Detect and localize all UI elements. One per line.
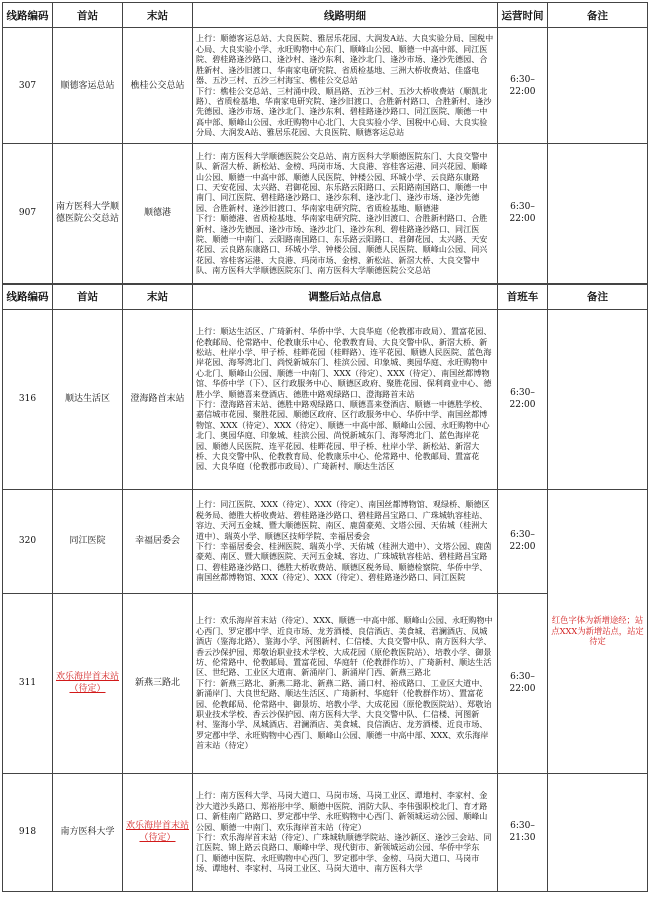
route-up: 上行：同江医院、XXX（待定）、XXX（待定）、南国丝都博物馆、观绿桥、顺德区税务局、德胜大桥收费站、碧桂路逢沙路口、碧桂路昌宝路口、广珠城轨容桂站、容边、天河五金城、暨大顺德医院、南区、鹿茵豪苑、文塔公园、天佑城（桂洲大道中）、瑞英小学、顺德区技师学院、幸福居委会 [196,499,490,541]
route-detail [193,773,498,891]
route-time: 6:30–22:00 [498,28,548,144]
route-end: 樵桂公交总站 [123,28,193,144]
route-start: 南方医科大学 [53,773,123,891]
table2-header-row [3,284,648,310]
route-note [548,28,648,144]
route-up: 上行：顺德客运总站、大良医院、雅居乐花园、大润发A站、大良实验分局、国税中心局、大良实验小学、永旺购物中心东门、顺峰山公园、顺德一中高中部、同江医院、碧桂路逢沙路口、逢沙村、逢沙东利、逢沙北门、逢沙市场、逢沙先德园、合胜新村、逢沙旧渡口、华南家电研究院、省质检基地、三洲大桥收费站、佳盛电器、五沙三村、五沙三村海宝、樵桂公交总站 [196,33,494,86]
route-time: 6:30–22:00 [498,309,548,489]
route-end: 幸福居委会 [123,489,193,593]
route-end: 顺德港 [123,144,193,284]
route-end: 新燕三路北 [123,593,193,773]
route-start: 同江医院 [53,489,123,593]
route-up: 上行：南方医科大学顺德医院公交总站、南方医科大学顺德医院东门、大良交警中队、新滘大桥、新松站、金榜、玛岗市场、大良港、容桂客运港、同兴花园、顺峰山公园、顺德一中高中部、顺德人民医院、钟楼公园、环城小学、云良路东康路口、天安花园、太兴路、君御花园、东乐路云阳路口、云阳路南国路口、顺德一中南门、同江医院、碧桂路逢沙路口、逢沙东利、逢沙北门、逢沙市场、逢沙先德园、合胜新村、逢沙旧渡口、华南家电研究院、省质检基地、顺德港 [196,150,488,213]
header-detail: 线路明细 [193,3,498,28]
route-end: 澄海路首末站 [123,309,193,489]
header-start: 首站 [53,284,123,310]
route-note [548,309,648,489]
route-up: 上行：南方医科大学、马岗大道口、马岗市场、马岗工业区、谭地村、李家村、金沙大道沙头路口、郑裕彤中学、顺德中医院、消防大队、李伟强职校北门、育才路口、新桂南广路路口、罗定郡中学、永旺购物中心西门、新领城运动公园、顺峰山公园、顺德一中南门、欢乐海岸首末站（待定） [196,790,488,832]
route-note [548,144,648,284]
route-start: 顺德客运总站 [53,28,123,144]
header-start: 首站 [53,3,123,28]
route-down: 下行：顺德港、省质检基地、华南家电研究院、逢沙旧渡口、合胜新村路口、合胜新村、逢沙先德园、逢沙市场、逢沙北门、逢沙东利、碧桂路逢沙路口、同江医院、顺德一中南门、云阳路南国路口、东乐路云阳路口、君御花园、太兴路、天安花园、云良路东康路口、环城小学、钟楼公园、顺德人民医院、顺峰山公园、同兴花园、容桂客运港、大良港、玛岗市场、金榜、新松站、新滘大桥、大良交警中队、南方医科大学顺德医院东门、南方医科大学顺德医院公交总站 [196,213,488,276]
route-down: 下行：欢乐海岸首末站（待定）、广珠城轨顺德学院站、逢沙新区、逢沙三会站、同江医院、锦上路云良路口、顺峰中学、现代街市、新领城运动公园、华侨中学东门、顺德中医院、永旺购物中心西门、罗定郡中学、金榜、马岗大道口、马岗市场、谭地村、李家村、马岗工业区、马岗大道中、南方医科大学 [196,832,492,874]
header-time: 运营时间 [498,3,548,28]
route-start: 南方医科大学顺德医院公交总站 [53,144,123,284]
route-detail [193,144,498,284]
header-code: 线路编码 [3,284,53,310]
header-code: 线路编码 [3,3,53,28]
route-detail [193,309,498,489]
route-code: 907 [3,144,53,284]
route-code: 307 [3,28,53,144]
route-detail [193,28,498,144]
header-note: 备注 [548,3,648,28]
route-detail [193,489,498,593]
route-down: 下行：樵桂公交总站、三村涌中段、顺昌路、五沙三村、五沙大桥收费站（顺凯北路）、省质检基地、华南家电研究院、逢沙旧渡口、合胜新村路口、合胜新村、逢沙先德园、逢沙市场、逢沙北门、逢沙东利、碧桂路逢沙路口、同江医院、顺德一中高中部、顺峰山公园、永旺购物中心北门、大良实验小学、国税中心局、大良实验分局、大润发A站、雅居乐花园、大良医院、顺德客运总站 [196,85,492,138]
route-end: 欢乐海岸首末站（待定） [123,773,193,891]
document-page [2,2,647,892]
route-code: 316 [3,309,53,489]
note-text: 红色字体为新增途经；站点XXX为新增站点，站定待定 [551,615,644,647]
route-down: 下行：幸福居委会、桂洲医院、瑞英小学、天佑城（桂洲大道中）、文塔公园、鹿茵豪苑、南区、暨大顺德医院、天河五金城、容边、广珠城轨容桂站、碧桂路昌宝路口、碧桂路逢沙路口、德胜大桥收费站、顺德区税务局、顺德检察院、华侨中学、南国丝都博物馆、XXX（待定）、XXX（待定）、碧桂路逢沙路口、同江医院 [196,541,492,583]
route-up: 上行：顺达生活区、广琦新村、华侨中学、大良华庭（伦教郡市政局）、置富花园、伦教邮局、伦常路中、伦教康乐中心、伦教教育局、大良交警中队、新滘大桥、新松站、杜岸小学、甲子桥、桂畔花园（桂畔路）、连平花园、顺德人民医院、蓝色海岸花园、海琴湾北门、尚悦新城东门、桂滨公园、印象城、奥园华庭、永旺购物中心北门、顺峰山公园、顺德一中南门、XXX（待定）、XXX（待定）、南国丝都博物馆、华侨中学（下）、区行政服务中心、顺德区政府、聚胜花园、保利商业中心、德胜小学、顺德喜来登酒店、德胜中路观绿路口、澄海路首末站 [196,326,492,399]
table1-header-row [3,3,648,28]
table-row [3,28,648,144]
route-down: 下行：新燕三路北、新燕二路北、新燕二路、涌口村、裕成路口、工业区大道中、新涌岸门、大良世纪路、顺达生活区、广琦新村、华庭轩（伦教群作坊）、置富花园、伦教邮局、伦常路中、御景坊、培教小学、大成花园（原伦教医院站）、郑敬诒职业技术学校、香云沙保护园、南方医科大学、大良交警中队、仁信楼、河图新村、鉴海小学、凤城酒店、君澜酒店、美食城、良信酒店、龙芳酒楼、近良市场、罗定郡中学、永旺购物中心西门、顺峰山公园、顺德一中高中部、XXX、欢乐海岸首末站（待定） [196,677,492,751]
table-row [3,309,648,489]
header-detail: 调整后站点信息 [193,284,498,310]
route-code: 311 [3,593,53,773]
table-row [3,144,648,284]
route-code: 918 [3,773,53,891]
route-table [2,2,648,892]
route-detail [193,593,498,773]
route-time: 6:30–22:00 [498,144,548,284]
route-note [548,773,648,891]
route-start: 顺达生活区 [53,309,123,489]
route-start: 欢乐海岸首末站（待定） [53,593,123,773]
route-note [548,489,648,773]
route-time: 6:30–22:00 [498,489,548,593]
header-note: 备注 [548,284,648,310]
header-end: 末站 [123,3,193,28]
route-down: 下行：澄海路首末站、德胜中路观绿路口、顺德喜来登酒店、顺德一中德胜学校、嘉信城市花园、聚胜花园、顺德区政府、区行政服务中心、华侨中学、南国丝都博物馆、XXX（待定）、XXX（待定）、顺德一中高中部、顺峰山公园、永旺购物中心北门、奥园华庭、印象城、桂滨公园、尚悦新城东门、海琴湾北门、蓝色海岸花园、顺德人民医院、连平花园、桂畔花园、甲子桥、杜岸小学、新松站、新滘大桥、大良交警中队、伦教教育局、伦教康乐中心、伦常路中、伦教邮局、置富花园、大良华庭（伦教郡市政局）、广琦新村、顺达生活区 [196,399,490,472]
table-row [3,489,648,593]
table-row [3,773,648,891]
route-time: 6:30–21:30 [498,773,548,891]
route-code: 320 [3,489,53,593]
header-first-bus: 首班车 [498,284,548,310]
header-end: 末站 [123,284,193,310]
route-time: 6:30–22:00 [498,593,548,773]
route-up: 上行：欢乐海岸首末站（待定）、XXX、顺德一中高中部、顺峰山公园、永旺购物中心西门、罗定郡中学、近良市场、龙芳酒楼、良信酒店、美食城、君澜酒店、凤城酒店（鉴海北路）、鉴海小学、河图新村、仁信楼、大良交警中队、南方医科大学、香云沙保护园、郑敬诒职业技术学校、大成花园（原伦教医院站）、培教小学、御景坊、伦常路中、伦教邮局、置富花园、华庭轩（伦教群作坊）、广琦新村、顺达生活区、世纪路、工业区大道南、新涌岸门、新涌岸门西、新燕三路北 [196,615,493,678]
